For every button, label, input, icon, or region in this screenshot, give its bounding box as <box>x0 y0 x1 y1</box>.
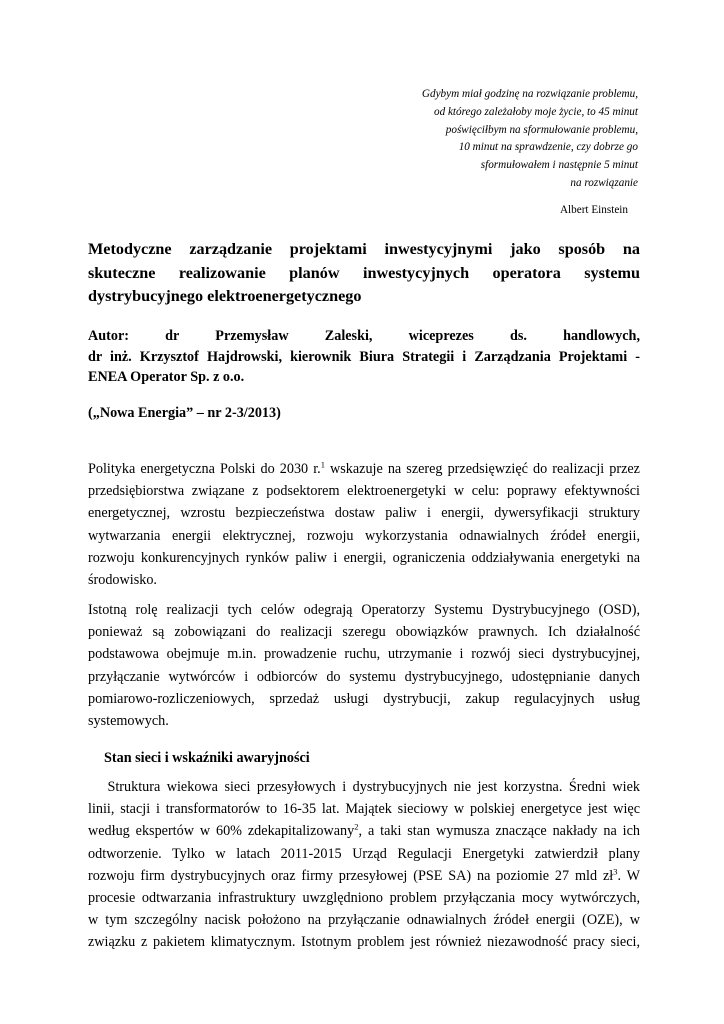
title-line: dystrybucyjnego elektroenergetycznego <box>88 287 362 306</box>
paragraph-line <box>88 820 640 842</box>
paragraph-line: w tym szczególny nacisk położono na przyłączanie odnawialnych źródeł energii (OZE), w <box>88 912 640 929</box>
paragraph-line: Istotną rolę realizacji tych celów odegrają Operatorzy Systemu Dystrybucyjnego (OSD), <box>88 602 640 618</box>
paragraph-policy <box>88 458 640 591</box>
paragraph-line: systemowych. <box>88 713 169 730</box>
paragraph-line <box>88 865 640 887</box>
author-line: dr inż. Krzysztof Hajdrowski, kierownik Biura Strategii i Zarządzania Projektami - <box>88 348 640 365</box>
text-run: według ekspertów w 60% zdekapitalizowany <box>88 823 355 840</box>
paragraph-line: przyłączanie wytwórców i odbiorców do systemu dystrybucyjnego, udostępnianie danych <box>88 668 640 685</box>
paragraph-line: środowisko. <box>88 572 157 589</box>
text-run: Polityka energetyczna Polski do 2030 r. <box>88 461 321 477</box>
epigraph-line: Gdybym miał godzinę na rozwiązanie problemu, <box>421 88 638 100</box>
author-line: ENEA Operator Sp. z o.o. <box>88 369 245 386</box>
title-line: skuteczne realizowanie planów inwestycyjnych operatora systemu <box>88 263 640 282</box>
footnote-ref: 1 <box>320 459 325 470</box>
source-citation: („Nowa Energia” – nr 2-3/2013) <box>88 405 281 421</box>
epigraph-line: 10 minut na sprawdzenie, czy dobrze go <box>458 141 638 154</box>
text-run: rozwoju firm dystrybucyjnych oraz firmy przesyłowej (PSE SA) na poziomie 27 mld zł <box>88 867 614 884</box>
paragraph-line: Struktura wiekowa sieci przesyłowych i dystrybucyjnych nie jest korzystna. Średni wiek <box>88 779 640 795</box>
paragraph-line: procesie odtwarzania infrastruktury uwzględniono problem przyłączania mocy wytwórczych, <box>88 890 640 907</box>
paragraph-line: wytwarzania energii elektrycznej, rozwoju wykorzystania odnawialnych źródeł energii, <box>88 527 640 544</box>
epigraph-line: sformułowałem i następnie 5 minut <box>480 159 638 172</box>
paragraph-line: rozwoju konkurencyjnych rynków paliw i energii, ograniczenia oddziaływania energetyki na <box>88 549 640 566</box>
epigraph-quote <box>278 86 638 193</box>
footnote-ref: 3 <box>613 866 618 877</box>
paragraph-line: podstawowa obejmuje m.in. prowadzenie ruchu, utrzymanie i rozwój sieci dystrybucyjnej, <box>88 646 640 663</box>
paragraph-line: ponieważ są zobowiązani do realizacji szeregu obowiązków prawnych. Ich działalność <box>88 624 640 641</box>
epigraph-line: na rozwiązanie <box>570 176 638 189</box>
paragraph-line: związku z pakietem klimatycznym. Istotnym problem jest również niezawodność pracy sieci, <box>88 934 640 951</box>
title-line: Metodyczne zarządzanie projektami inwestycyjnymi jako sposób na <box>88 240 640 258</box>
paragraph-line: linii, stacji i transformatorów to 16-35 lat. Majątek sieciowy w polskiej energetyce jest więc <box>88 801 640 818</box>
text-run: wskazuje na szereg przedsięwzięć do realizacji przez <box>324 461 640 477</box>
article-title <box>88 238 640 309</box>
section-heading: Stan sieci i wskaźniki awaryjności <box>104 750 310 766</box>
author-block <box>88 326 640 388</box>
author-line: Autor: dr Przemysław Zaleski, wiceprezes ds. handlowych, <box>88 328 640 344</box>
paragraph-osd <box>88 599 640 732</box>
text-run: , a taki stan wymusza znaczące nakłady na ich <box>358 823 640 840</box>
text-run: . W <box>617 867 640 884</box>
epigraph-line: od którego zależałoby moje życie, to 45 minut <box>433 105 638 118</box>
paragraph-line: energetycznej, wzrostu bezpieczeństwa dostaw paliw i energii, dywersyfikacji struktury <box>88 505 640 522</box>
epigraph-line: poświęciłbym na sformułowanie problemu, <box>445 123 638 136</box>
paragraph-line: przedsiębiorstwa związane z podsektorem elektroenergetyki w celu: poprawy efektywności <box>88 483 640 500</box>
paragraph-line: odtworzenie. Tylko w latach 2011-2015 Urząd Regulacji Energetyki zatwierdził plany <box>88 845 640 862</box>
paragraph-line: pomiarowo-rozliczeniowych, sprzedaż usługi dystrybucji, zakup regulacyjnych usług <box>88 690 640 707</box>
paragraph-line <box>88 458 640 480</box>
epigraph-author: Albert Einstein <box>559 204 628 216</box>
footnote-ref: 2 <box>354 821 359 832</box>
paragraph-network-state <box>88 776 640 954</box>
